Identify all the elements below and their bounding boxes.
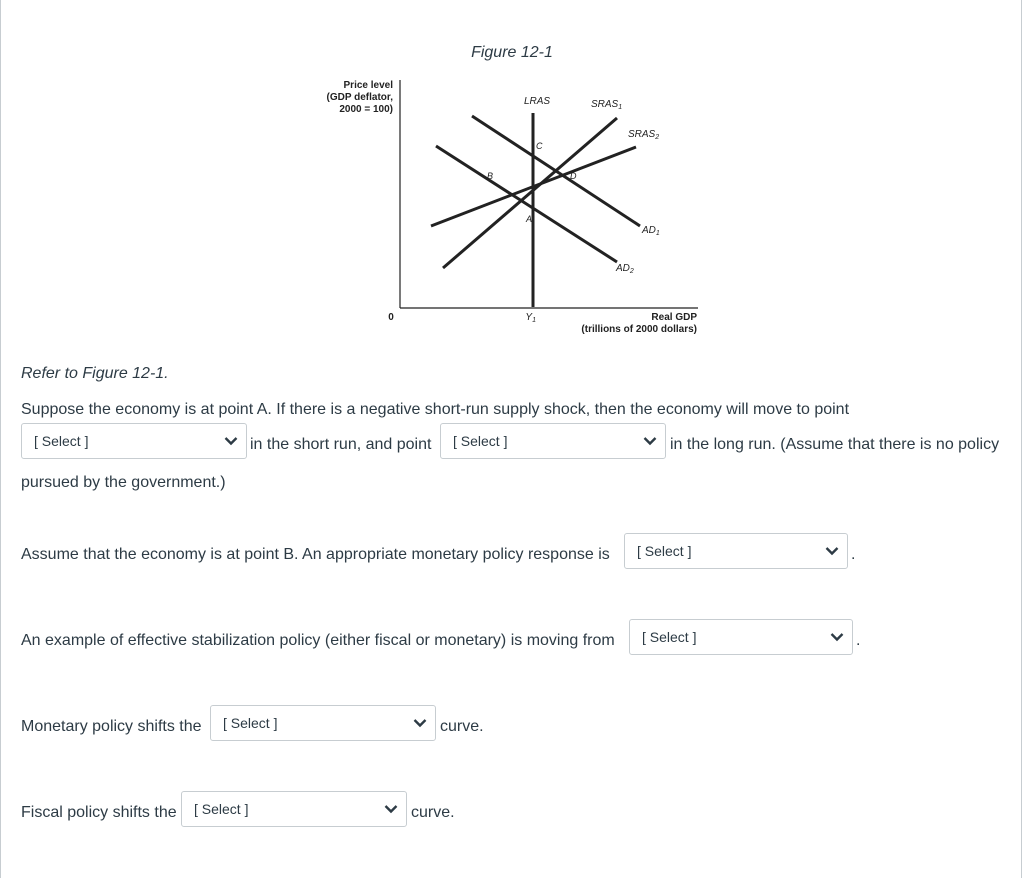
q2-period: . bbox=[851, 546, 856, 563]
q4-monetary-curve-select[interactable] bbox=[210, 705, 436, 741]
ad1-label: $AD_1$ bbox=[642, 225, 660, 237]
chevron-down-icon bbox=[224, 436, 238, 446]
y-axis-label-1: Price level bbox=[343, 80, 393, 91]
x-axis-label-2: (trillions of 2000 dollars) bbox=[581, 324, 697, 335]
question-4-text: Monetary policy shifts the bbox=[21, 718, 202, 735]
y-axis-label-2: (GDP deflator, bbox=[326, 92, 393, 103]
chevron-down-icon bbox=[825, 546, 839, 556]
point-d-label: D bbox=[570, 171, 577, 181]
q2-value: [ Select ] bbox=[637, 543, 692, 559]
question-2-text: Assume that the economy is at point B. An appropriate monetary policy response is bbox=[21, 546, 610, 563]
x-tick-y1: $Y_1$ bbox=[525, 312, 536, 324]
question-3-text: An example of effective stabilization policy (either fiscal or monetary) is moving from bbox=[21, 632, 615, 649]
x-axis-label-1: Real GDP bbox=[651, 312, 697, 323]
q1-short-run-select[interactable] bbox=[21, 423, 247, 459]
lras-label: LRAS bbox=[523, 96, 551, 107]
q5-value: [ Select ] bbox=[194, 801, 249, 817]
sras1-label: $SRAS_1$ bbox=[591, 99, 623, 111]
q1-short-run-value: [ Select ] bbox=[34, 433, 89, 449]
point-a-label: A bbox=[526, 214, 533, 224]
question-1-continued: pursued by the government.) bbox=[21, 474, 226, 491]
chevron-down-icon bbox=[384, 804, 398, 814]
point-b-label: B bbox=[487, 171, 494, 181]
chevron-down-icon bbox=[413, 718, 427, 728]
y-axis-label-3: 2000 = 100) bbox=[339, 104, 393, 115]
q4-curve-word: curve. bbox=[440, 718, 484, 735]
question-1-mid: in the short run, and point bbox=[250, 436, 432, 453]
ad-as-diagram bbox=[0, 0, 1024, 360]
sras2-label: $SRAS_2$ bbox=[628, 129, 660, 141]
q3-period: . bbox=[856, 632, 861, 649]
figure-reference: Refer to Figure 12-1. bbox=[21, 365, 169, 382]
q2-monetary-response-select[interactable] bbox=[624, 533, 848, 569]
chevron-down-icon bbox=[830, 632, 844, 642]
q3-value: [ Select ] bbox=[642, 629, 697, 645]
question-1-text: Suppose the economy is at point A. If there is a negative short-run supply shock, then the economy will move to point bbox=[21, 401, 850, 418]
origin-label: 0 bbox=[388, 312, 394, 323]
q1-long-run-value: [ Select ] bbox=[453, 433, 508, 449]
question-5-text: Fiscal policy shifts the bbox=[21, 804, 177, 821]
q1-long-run-select[interactable] bbox=[440, 423, 666, 459]
ad1-curve bbox=[472, 116, 640, 226]
chevron-down-icon bbox=[643, 436, 657, 446]
q5-fiscal-curve-select[interactable] bbox=[181, 791, 407, 827]
question-1-end: in the long run. (Assume that there is no policy bbox=[670, 436, 1000, 453]
q3-stabilization-select[interactable] bbox=[629, 619, 853, 655]
q4-value: [ Select ] bbox=[223, 715, 278, 731]
point-c-label: C bbox=[536, 141, 543, 151]
q5-curve-word: curve. bbox=[411, 804, 455, 821]
figure-title: Figure 12-1 bbox=[471, 44, 553, 61]
ad2-label: $AD_2$ bbox=[616, 263, 634, 275]
